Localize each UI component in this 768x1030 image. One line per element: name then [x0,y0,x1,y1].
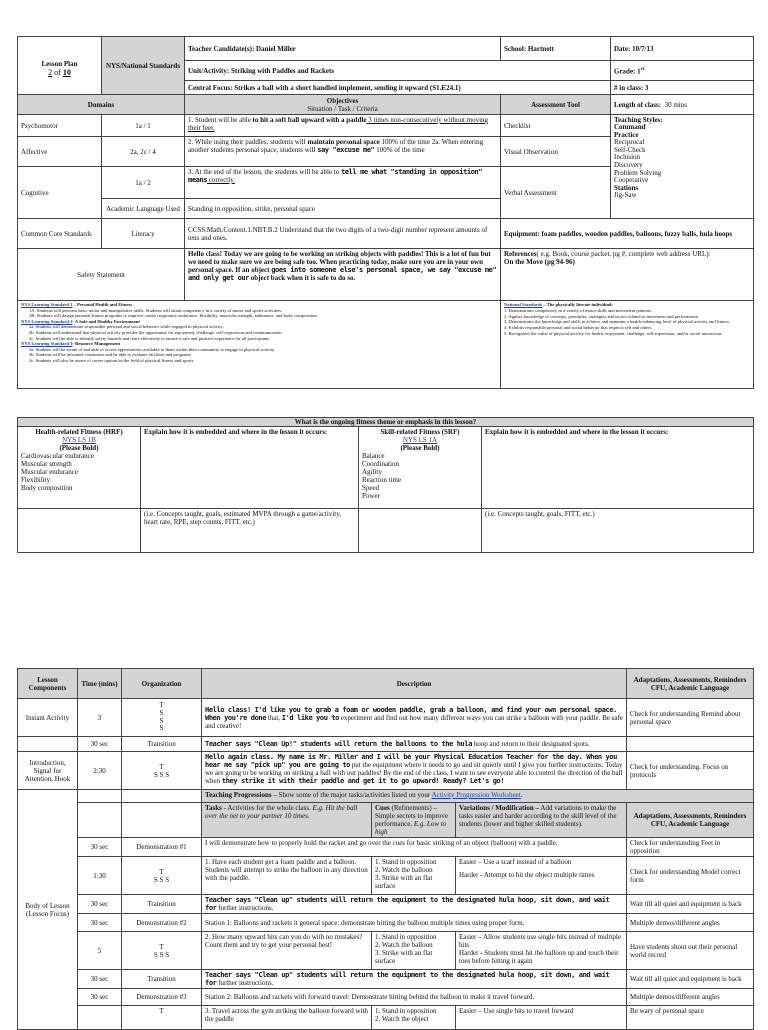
cog-tool: Verbal Assessment [501,167,611,219]
progressions-rest: – Show some of the major tasks/activities listed on your [271,791,432,799]
t1-label: Transition [122,737,202,752]
tasks-header [202,803,372,838]
hrf-cell [18,427,141,509]
objectives-title: Objectives [326,96,359,105]
task3-desc: 3. Travel across the gym striking the balloon forward with the paddle [202,1006,372,1030]
srf-title: Skill-related Fitness (SRF) [380,428,460,436]
prog-org-empty [122,790,202,803]
header-components: Lesson Components [18,669,78,699]
style-command: Command [614,123,646,131]
task1-var-harder: Harder - Attempt to hit the object multiple times [459,871,595,879]
nys-standard-2-title: - A Safe and Healthy Environment [72,318,140,324]
of-label: of [54,68,61,77]
nys-1b: 1B. Students will design personal fitness programs to improve cardio respiratory endurance, flexibility, muscular strength, endurance, and body composition [29,313,317,319]
tasks-time-empty [78,803,122,838]
task3-cue-1: 1. Stand in opposition [375,1007,437,1015]
lesson-plan-label: Lesson Plan [41,60,78,68]
activity-progression-link[interactable]: Activity Progression Worksheet [431,791,521,799]
progressions-end: . [520,791,523,799]
nys-standard-1-title: – Personal Health and Fitness [72,302,133,307]
instant-desc-d: experiment and find out how many different ways you can strike a balloon with your paddle. Be safe and creative! [205,713,623,730]
demo2-label: Demonstration #2 [122,914,202,932]
srf-empty [359,509,482,553]
fitness-table [17,417,754,553]
cog-obj-c: correctly. [207,176,235,184]
assessment-header: Assessment Tool [501,95,611,115]
references-value: On the Move (pg 94-96) [504,258,575,266]
style-stations: Stations [614,183,639,192]
srf-coordination: Coordination [362,460,399,468]
length-label: Length of class: [614,100,662,109]
domain-psychomotor: Psychomotor [18,115,102,137]
style-jig-saw: Jig-Saw [614,191,637,200]
srf-balance: Balance [362,452,385,460]
body-of-lesson-label: Body of Lesson (Lesson Focus) [18,790,78,1030]
hrf-title: Health-related Fitness (HRF) [35,428,123,436]
t2-desc [202,895,627,914]
task1-desc: 1. Have each student get a foam paddle and a balloon. Students will attempt to strike the balloon in any direction with the paddle. [202,857,372,895]
fitness-question: What is the ongoing fitness theme or emphasis in this lesson? [18,418,754,427]
instant-org [122,699,202,737]
aff-objective [185,137,501,167]
nys-3b: 3b. Students will be informed consumers and be able to evaluate facilities and programs. [29,352,192,358]
psych-obj-b: to hit a soft ball upward with a paddle [252,116,367,124]
task2-adapt: Have students shout out their personal world record [627,932,754,970]
common-core-text: CCSS.Math.Content.1.NBT.B.2 Understand that the two digits of a two-digit number represent amounts of tens and ones. [185,219,501,249]
t1-adapt [627,737,754,752]
nys-2c: 2c. Students will be able to identify safety hazards and react effectively to ensure a safe and positive experience for all participants. [29,335,271,341]
t1-desc-b: hoop and return to their designated spots. [472,740,590,748]
safety-b: goes into someone else's personal space, we say "excuse me" and only get our [188,266,497,282]
style-discovery: Discovery [614,160,643,169]
t2-desc-a: Teacher says "Clean up" students will return the equipment to the designated hula hoop, sit down, and wait for [205,896,610,912]
t1-empty [18,737,78,752]
intro-adapt: Check for understanding. Focus on protocols [627,752,754,790]
intro-desc-a: Hello again class. My name is Mr. Miller and I will be your Physical Education Teacher for the day. When you hear me say "pick up" you are going to [205,753,617,769]
objectives-sub: Situation / Task / Criteria [307,104,378,113]
hrf-empty [18,509,141,553]
domain-cognitive: Cognitive [18,167,102,219]
nys-2a: 2a. Students will demonstrate responsible personal and social behavior while engaged in physical activity. [29,324,224,330]
instant-desc [202,699,627,737]
intro-desc-c: they strike it with their paddle and get it to go upward! Ready? Let's go! [221,777,505,785]
demo3-label: Demonstration #3 [122,989,202,1006]
demo1-adapt: Check for understanding Feet in opposition [627,838,754,857]
lesson-total: 10 [62,68,71,77]
srf-speed: Speed [362,484,380,492]
references [501,249,754,301]
aff-obj-a: 2. While using their paddles, students will [188,138,308,146]
task1-org: T S S S [122,857,202,895]
task1-cues [372,857,456,895]
instant-desc-a: Hello class! I'd like you to grab a foam or wooden paddle, grab a balloon, and find your own personal space. When you're done [205,705,617,722]
nys-3a: 3a. Students will be aware of and able to access opportunities available to them within their community to engage in physical activity. [29,346,276,352]
task2-org: T S S S [122,932,202,970]
cues-eg: E.g. Low to high [375,820,447,836]
task2-cues [372,932,456,970]
variations-header [456,803,627,838]
national-standards-link[interactable]: National Standards [504,302,543,307]
t2-adapt: Wait till all quiet and equipment is back [627,895,754,914]
task2-cue-3: 3. Strike with an flat surface [375,949,433,965]
hrf-explain-label: Explain how it is embedded and where in the lesson it occurs: [141,427,359,509]
t3-label: Transition [122,970,202,989]
task2-cue-1: 1. Stand in opposition [375,933,437,941]
t3-adapt: Wait till all quiet and equipment is back [627,970,754,989]
intro-desc [202,752,627,790]
variations-title: Variations / Modification – [459,804,540,812]
nys-2b: 2b. Students will understand that physical activity provides the opportunity for enjoyment, challenge, self-expression and communication. [29,329,283,335]
psych-obj-a: 1. Student will be able [188,116,253,124]
progressions-row [202,790,754,803]
t2-desc-b: further instructions. [216,904,274,912]
lesson-num: 2 [48,68,53,77]
t2-label: Transition [122,895,202,914]
hrf-endurance: Muscular endurance [21,468,78,476]
lesson-plan-number [18,37,102,95]
header-time: Time (mins) [78,669,122,699]
safety-statement [185,249,501,301]
references-hint: ( e.g. Book, course packet, pg #, complete web address URL): [536,250,711,258]
lesson-components-table [17,668,754,1030]
instant-desc-c: I'd like you to [281,713,339,722]
org-s2: S [159,716,164,725]
psych-objective [185,115,501,137]
literacy-label: Literacy [102,219,185,249]
cog-objective [185,167,501,199]
srf-hint: (i.e. Concepts taught, goals, FITT, etc.) [482,509,754,553]
cues-title: Cues [375,804,390,812]
style-cooperative: Cooperative [614,176,649,185]
hrf-strength: Muscular strength [21,460,72,468]
teaching-styles-label: Teaching Styles: [614,116,663,124]
header-adaptations: Adaptations, Assessments, Reminders CFU, Academic Language [627,669,754,699]
intro-time: 2:30 [78,752,122,790]
style-problem-solving: Problem Solving [614,168,662,177]
safety-c: object back when it is safe to do so. [249,274,356,282]
task1-cue-2: 2. Watch the balloon [375,866,433,874]
srf-reaction: Reaction time [362,476,402,484]
nys-standards-list [18,301,501,389]
domain-affective: Affective [18,137,102,167]
national-standard-2: 2. Applies knowledge of concepts, principles, strategies and tactics related to movement and performance. [504,313,700,319]
psych-tool: Checklist [501,115,611,137]
demo2-time: 30 sec [78,914,122,932]
nys-3c: 3c. Students will also be aware of career options in the field of physical fitness and sports [29,357,194,363]
task3-cues [372,1006,456,1030]
cues-header [372,803,456,838]
hrf-cardio: Cardiovascular endurance [21,452,94,460]
cog-obj-a: 3. At the end of the lesson, the students will be able to [188,168,342,176]
task1-var-easier: Easier – Use a scarf instead of a balloon [459,858,572,866]
srf-cell [359,427,482,509]
instant-adapt: Check for understanding Remind about personal space [627,699,754,737]
central-focus-text: Strikes a ball with a short handled implement, sending it upward (S1.E24.1) [232,83,461,92]
srf-agility: Agility [362,468,382,476]
lesson-plan-table [17,36,754,389]
demo1-label: Demonstration #1 [122,838,202,857]
tasks-rest: - Activities for the whole class. [221,804,313,812]
standards-label: NYS/National Standards [102,37,185,95]
t1-desc-a: Teacher says "Clean Up!" students will return the balloons to the hula [205,740,473,748]
central-focus-label: Central Focus: [188,83,233,92]
psych-standard: 1a / 1 [102,115,185,137]
instant-time: 3 [78,699,122,737]
srf-bold-note: (Please Bold) [400,444,440,452]
national-standards-list [501,301,754,389]
aff-obj-b: maintain personal space [307,138,380,146]
srf-power: Power [362,492,380,500]
tasks-org-empty [122,803,202,838]
org-t: T [159,701,164,710]
academic-lang: Standing in opposition, strike, personal space [185,199,501,219]
demo3-desc: Station 2: Balloons and rackets with forward travel: Demonstrate hitting behind the balloon to make it travel forward. [202,989,627,1006]
national-standard-3: 3. Demonstrates the knowledge and skills to achieve and maintain a health-enhancing level of physical activity and fitness. [504,319,730,325]
t3-desc-b: further instructions. [216,979,274,987]
academic-lang-label: Academic Language Used [102,199,185,219]
prog-time-empty [78,790,122,803]
variations-rest: Add variations to make the tasks easier and harder according to the skill level of the students (lower and higher skilled students). [459,804,617,828]
intro-label: Introduction, Signal for Attention, Hook [18,752,78,790]
grade [611,61,754,81]
adapt-header: Adaptations, Assessments, Reminders CFU, Academic Language [627,803,754,838]
nys-standard-2-link[interactable]: NYS Learning Standard 2 [21,318,73,324]
aff-obj-e: 100% of the time [374,146,425,154]
cues-rest: (Refinements) – Simple secrets to improve performance. [375,804,448,828]
demo1-time: 30 sec [78,838,122,857]
common-core-label: Common Core Standards [18,219,102,249]
header-organization: Organization [122,669,202,699]
aff-obj-d: say "excuse me" [317,146,375,154]
aff-tool: Visual Observation [501,137,611,167]
style-self-check: Self-Check [614,145,646,154]
hrf-link[interactable]: NYS LS 1B [62,436,96,444]
central-focus [185,81,611,95]
task3-time [78,1006,122,1030]
t2-time: 30 sec [78,895,122,914]
task2-var-harder: Harder - Students must hit the balloon up and touch their toes before hitting it again [459,949,619,965]
instant-activity-label: Instant Activity [18,699,78,737]
national-standard-4: 4. Exhibits responsible personal and social behavior that respects self and others. [504,325,653,331]
hrf-flexibility: Flexibility [21,476,51,484]
task2-time: 5 [78,932,122,970]
task1-variations [456,857,627,895]
intro-desc-b: put the equipment where it needs to go and sit quietly until I give you further instructions. Today we are going to be working on striking a ball with our paddles! By the end of the class, I want to see everyone able to control the direction of the ball when [205,761,623,785]
hrf-hint: (i.e. Concepts taught, goals, estimated MVPA through a game/activity, heart rate, RPE, step counts, FITT, etc.) [141,509,359,553]
srf-explain-label: Explain how it is embedded and where in the lesson it occurs: [482,427,754,509]
task1-cue-1: 1. Stand in opposition [375,858,437,866]
length-value: 30 mins [664,100,687,109]
task3-org: T [122,1006,202,1030]
progressions-title: Teaching Progressions [205,791,272,799]
aff-obj-c: 100% of the time 2a. When entering another students personal space, students will [188,138,484,154]
intro-org: T S S S [122,752,202,790]
objectives-header [185,95,501,115]
task3-variations: Easier – Use single hits to travel forward [456,1006,627,1030]
nys-standard-3-title: - Resource Management [72,341,121,347]
school: School: Hartnett [501,37,611,61]
demo3-time: 30 sec [78,989,122,1006]
task1-time: 1:30 [78,857,122,895]
style-inclusion: Inclusion [614,153,641,162]
org-s1: S [159,708,164,717]
srf-link[interactable]: NYS LS 1A [402,436,438,444]
t3-time: 30 sec [78,970,122,989]
t3-desc [202,970,627,989]
t3-desc-a: Teacher says "Clean up" students will return the equipment to the designated hula hoop, sit down, and wait for [205,971,610,987]
nys-standard-1-link[interactable]: NYS Learning Standard 1 [21,302,73,307]
safety-label: Safety Statement [18,249,185,301]
grade-sup: st [640,66,645,72]
aff-standard: 2a, 2c / 4 [102,137,185,167]
tasks-title: Tasks [205,804,222,812]
demo2-adapt: Multiple demos/different angles [627,914,754,932]
header-description: Description [202,669,627,699]
task2-var-easier: Easier – Allow students use single hits instead of multiple hits [459,933,621,949]
domains-header: Domains [18,95,185,115]
teaching-styles [611,115,754,219]
demo2-desc: Station 1: Balloons and rackets it general space: demonstrate hitting the balloon multiple times using proper form. [202,914,627,932]
psych-obj-c: 3 times non-consecutively without moving their feet. [188,116,489,132]
unit-activity: Unit/Activity: Striking with Paddles and Rackets [185,61,611,81]
task1-cue-3: 3. Strike with an flat surface [375,874,433,890]
hrf-body-comp: Body composition [21,484,73,492]
cog-standard: 1a / 2 [102,167,185,199]
date: Date: 10/7/13 [611,37,754,61]
style-practice: Practice [614,130,639,139]
task3-cue-2: 2. Watch the object [375,1015,429,1023]
instant-desc-b: that, [266,713,282,722]
task2-desc: 2. How many upward hits can you do with no mistakes? Count them and try to get your personal best! [202,932,372,970]
org-s3: S [159,724,164,733]
national-standard-5: 5. Recognizes the value of physical activity for health, enjoyment, challenge, self-expression, and/or social interaction. [504,330,723,336]
task2-cue-2: 2. Watch the balloon [375,941,433,949]
nys-1a: 1A. Students will perform basic motor and manipulative skills. Students will attain competency in a variety of motor and sports activities. [29,307,283,313]
references-label: References [504,250,537,258]
tasks-eg: E.g. Hit the ball over the net to your partner 10 times. [205,804,358,820]
task1-adapt: Check for understanding Model correct form [627,857,754,895]
length-of-class [611,95,754,115]
national-standards-title: – The physically literate individual: [542,302,613,307]
task2-variations [456,932,627,970]
t1-desc [202,737,627,752]
cog-obj-b: tell me what "standing in opposition" means [188,168,483,184]
teacher-candidates: Teacher Candidate(s): Daniel Miller [185,37,501,61]
demo3-adapt: Multiple demos/different angles [627,989,754,1006]
task3-adapt: Be wary of personal space [627,1006,754,1030]
equipment: Equipment: foam paddles, wooden paddles, balloons, fuzzy balls, hula hoops [501,219,754,249]
nys-standard-3-link[interactable]: NYS Learning Standard 3 [21,341,73,347]
style-reciprocal: Reciprocal [614,138,645,147]
class-size: # in class: 3 [611,81,754,95]
safety-a: Hello class! Today we are going to be working on striking objects with paddles! This is a lot of fun but we need to make sure we are being safe too. When practicing today, make sure you are in your own personal space. If an object [188,250,491,274]
grade-label: Grade: 1 [614,67,641,76]
t1-time: 30 sec [78,737,122,752]
national-standard-1: 1. Demonstrates competency in a variety of motor skills and movement patterns. [504,307,653,313]
demo1-desc: I will demonstrate how to properly hold the racket and go over the cues for basic striking of an object (balloon) with a paddle. [202,838,627,857]
hrf-bold-note: (Please Bold) [59,444,99,452]
